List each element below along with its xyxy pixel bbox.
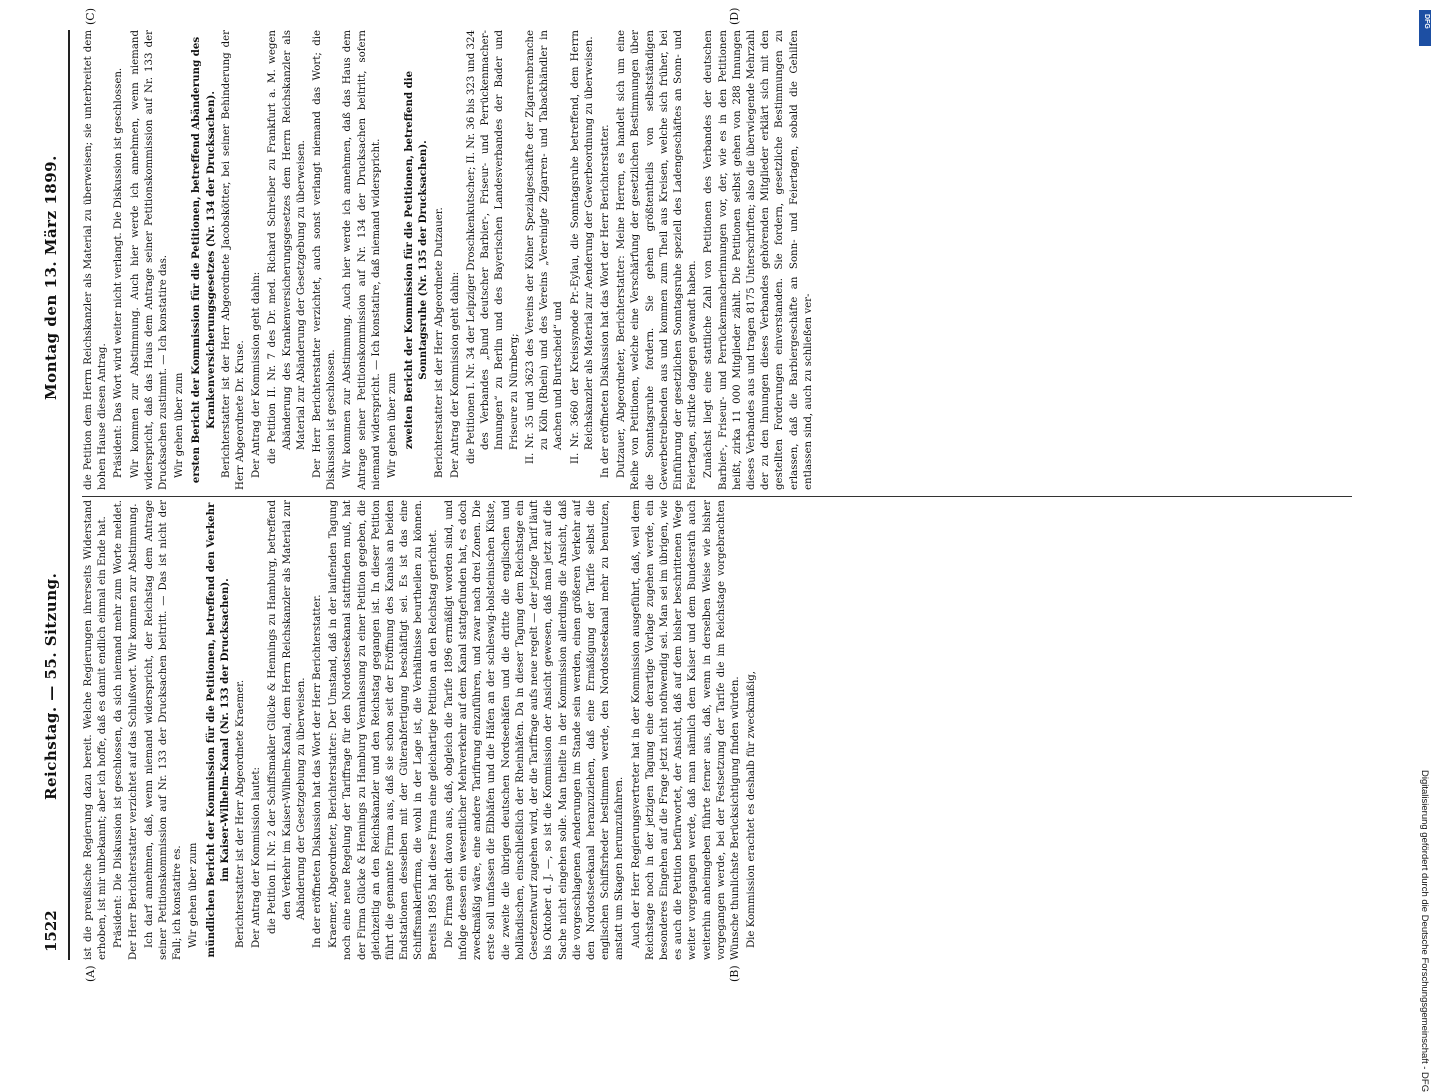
right-column-paragraph: Wir kommen zur Abstimmung. Auch hier werde ich annehmen, wenn niemand widerspricht, daß das Haus dem Antrage seiner Petitionskommission auf Nr. 133 der Drucksachen zustimmt. — Ich konstatire das.	[129, 30, 170, 490]
digitization-note	[1418, 10, 1432, 1092]
right-column-paragraph: Der Antrag der Kommission geht dahin:	[449, 271, 461, 478]
margin-marker-d: (D)	[728, 7, 741, 25]
margin-marker-c: (C)	[84, 8, 97, 25]
left-column-paragraph: Kraemer, Abgeordneter, Berichterstatter: Der Umstand, daß in der laufenden Tagung noch eine neue Regelung der Tariffrage für den Nordostseekanal stattfinden muß, hat der Firma Glücke & Hennings zu Hamburg Veranlassung zu einer Petition gegeben, die gleichzeitig an den Reichskanzler und den Reichstag gegangen ist. In dieser Petition führt die genannte Firma aus, daß sie schon seit der Eröffnung des Kanals an beiden Endstationen desselben mit der Güterabfertigung beschäftigt sei. Es ist das eine Schiffsmaklerfirma, die wohl in der Lage ist, die Verhältnisse beurtheilen zu können. Bereits 1895 hat diese Firma eine gleichartige Petition an den Reichstag gerichtet.	[328, 500, 439, 960]
right-column-paragraph: Berichterstatter ist der Herr Abgeordnete Dutzauer.	[433, 207, 445, 478]
digitization-note-text: Digitalisierung gefördert durch die Deutsche Forschungsgemeinschaft - DFG	[1419, 770, 1430, 1092]
left-column-paragraph: In der eröffneten Diskussion hat das Wort der Herr Berichterstatter.	[312, 594, 324, 948]
left-column-paragraph: Wir gehen über zum	[188, 842, 200, 948]
left-column	[82, 500, 1352, 960]
right-column	[82, 30, 1352, 490]
right-column-paragraph: II. Nr. 35 und 3623 des Vereins der Kölner Spezialgeschäfte der Zigarrenbranche zu Köln (Rhein) und des Vereins „Vereinigte Zigarren- und Tabackhändler in Aachen und Burtscheid“ und	[524, 30, 565, 464]
left-column-paragraph: Präsident: Die Diskussion ist geschlossen, da sich niemand mehr zum Worte meldet. Der Herr Berichterstatter verzichtet auf das Schlußwort. Wir kommen zur Abstimmung.	[113, 500, 139, 960]
right-column-paragraph: die Petition II. Nr. 7 des Dr. med. Richard Schreiber zu Frankfurt a. M. wegen Abänderung des Krankenversicherungsgesetzes dem Herrn Reichskanzler als Material zur Abänderung der Gesetzgebung zu überweisen.	[267, 30, 307, 464]
left-column-paragraph: die Petition II. Nr. 2 der Schiffsmakler Glücke & Hennings zu Hamburg, betreffend den Verkehr im Kaiser-Wilhelm-Kanal, dem Herrn Reichskanzler als Material zur Abänderung der Gesetzgebung zu überweisen.	[267, 500, 307, 934]
right-column-paragraph: die Petitionen I. Nr. 34 der Leipziger Droschkenkutscher; II. Nr. 36 bis 323 und 324 des Verbandes „Bund deutscher Barbier-, Friseur- und Perrückenmacher-Innungen“ zu Berlin und des Bayerischen Landesverbandes der Bader und Friseure zu Nürnberg;	[466, 30, 520, 464]
left-column-paragraph: Die Firma geht davon aus, daß, obgleich die Tarife 1896 ermäßigt worden sind, und infolge dessen ein wesentlicher Mehrverkehr auf dem Kanal stattgefunden hat, es doch zweckmäßig wäre, eine andere Tarifirung einzuführen, und zwar nach drei Zonen. Die erste soll umfassen die Elbhäfen und die Häfen an der schleswig-holsteinischen Küste, die zweite die übrigen deutschen Nordseehäfen und die dritte die englischen und holländischen, einschließlich der Rheinhäfen. Da in dieser Tagung dem Reichstage ein Gesetzentwurf zugehen wird, der die Tariffrage aufs neue regelt — der jetzige Tarif läuft bis Oktober d. J. —, so ist die Kommission der Ansicht gewesen, daß man jetzt auf die Sache nicht eingehen solle. Man theilte in der Kommission allerdings die Ansicht, daß die vorgeschlagenen Aenderungen im Stande sein werden, einen größeren Verkehr auf den Nordostseekanal heranzuziehen, daß eine Ermäßigung der Tarife selbst die englischen Schiffsrheder bestimmen werde, den Nordostseekanal mehr zu benutzen, anstatt um Skagen herumzufahren.	[443, 500, 626, 960]
page-number: 1522	[42, 910, 60, 952]
right-column-paragraph: Wir gehen über zum	[387, 372, 399, 478]
left-column-paragraph: Auch der Herr Regierungsvertreter hat in der Kommission ausgeführt, daß, weil dem Reichstage noch in der jetzigen Tagung eine derartige Vorlage zugehen werde, ein besonderes Eingehen auf die Frage jetzt nicht nothwendig sei. Man sei im übrigen, wie es auch die Petition befürwortet, der Ansicht, daß auf dem bisher beschrittenen Wege weiter vorgegangen werde, daß man nämlich dem Kaiser und dem Bundesrath auch weiterhin anheimgeben führte ferner aus, daß, wenn in derselben Weise wie bisher vorgegangen werde, bei der Festsetzung der Tarife die im Reichstage vorgebrachten Wünsche thunlichste Berücksichtigung finden würden.	[630, 500, 741, 960]
header-date: Montag den 13. März 1899.	[42, 155, 60, 400]
right-column-paragraph: Der Antrag der Kommission geht dahin:	[251, 271, 263, 478]
right-column-paragraph: zweiten Bericht der Kommission für die Petitionen, betreffend die Sonntagsruhe (Nr. 135 der Drucksachen).	[403, 70, 430, 450]
column-divider	[82, 496, 1352, 497]
left-column-paragraph: ist die preußische Regierung dazu bereit. Welche Regierungen ihrerseits Widerstand erhoben, ist mir unbekannt; aber ich hoffe, daß es damit endlich einmal ein Ende hat.	[83, 500, 109, 960]
right-column-paragraph: die Petition dem Herrn Reichskanzler als Material zu überweisen; sie unterbreitet dem hohen Hause diesen Antrag.	[83, 30, 109, 490]
dfg-logo: DFG	[1419, 10, 1431, 46]
right-column-paragraph: II. Nr. 3660 der Kreissynode Pr.-Eylau, die Sonntagsruhe betreffend, dem Herrn Reichskanzler als Material zur Aenderung der Gewerbeordnung zu überweisen.	[569, 30, 595, 464]
left-column-paragraph: Die Kommission erachtet es deshalb für zweckmäßig,	[746, 670, 758, 948]
right-column-paragraph: ersten Bericht der Kommission für die Petitionen, betreffend Abänderung des Krankenversicherungsgesetzes (Nr. 134 der Drucksachen).	[190, 36, 217, 484]
margin-marker-a: (A)	[84, 965, 97, 982]
right-column-paragraph: Der Herr Berichterstatter verzichtet, auch sonst verlangt niemand das Wort; die Diskussion ist geschlossen.	[312, 30, 338, 490]
left-column-paragraph: Der Antrag der Kommission lautet:	[251, 767, 263, 948]
header-session-title: Reichstag. — 55. Sitzung.	[42, 572, 60, 800]
right-column-paragraph: Berichterstatter ist der Herr Abgeordnete Jacobskötter, bei seiner Behinderung der Herr Abgeordnete Dr. Kruse.	[220, 30, 247, 490]
margin-marker-b: (B)	[728, 965, 741, 982]
right-column-paragraph: Wir gehen über zum	[174, 372, 186, 478]
left-column-paragraph: Ich darf annehmen, daß, wenn niemand widerspricht, der Reichstag dem Antrage seiner Petitionskommission auf Nr. 133 der Drucksachen beitritt. — Das ist nicht der Fall; ich konstatire es.	[143, 500, 184, 960]
right-column-paragraph: Präsident: Das Wort wird weiter nicht verlangt. Die Diskussion ist geschlossen.	[113, 67, 125, 478]
right-column-paragraph: In der eröffneten Diskussion hat das Wort der Herr Berichterstatter.	[599, 124, 611, 478]
right-column-paragraph: Wir kommen zur Abstimmung. Auch hier werde ich annehmen, daß das Haus dem Antrage seiner Petitionskommission auf Nr. 134 der Drucksachen beitritt, sofern niemand widerspricht. — Ich konstatire, daß niemand widerspricht.	[342, 30, 382, 490]
right-column-paragraph: Zunächst liegt eine stattliche Zahl von Petitionen des Verbandes der deutschen Barbier-, Friseur- und Perrückenmacherinnungen vor, der, wie es in den Petitionen heißt, zirka 11 000 Mitglieder zählt. Die Petitionen selbst gehen von 288 Innungen dieses Verbandes aus und tragen 8175 Unterschriften; also die überwiegende Mehrzahl der zu den Innungen dieses Verbandes gehörenden Mitglieder erklärt sich mit den gestellten Forderungen einverstanden. Sie fordern, gesetzliche Bestimmungen zu erlassen, daß die Barbiergeschäfte an Sonn- und Feiertagen, sobald die Gehilfen entlassen sind, auch zu schließen ver-	[703, 30, 814, 490]
left-column-paragraph: Berichterstatter ist der Herr Abgeordnete Kraemer.	[235, 679, 247, 948]
header-rule	[68, 30, 70, 960]
right-column-paragraph: Dutzauer, Abgeordneter, Berichterstatter: Meine Herren, es handelt sich um eine Reihe von Petitionen, welche eine Verschärfung der gesetzlichen Bestimmungen über die Sonntagsruhe fordern. Sie gehen größtentheils von selbstständigen Gewerbetreibenden aus und kommen zum Theil aus Kreisen, welche sich früher, bei Einführung der gesetzlichen Sonntagsruhe speziell des Ladengeschäftes an Sonn- und Feiertagen, strikte dagegen gewandt haben.	[616, 30, 699, 490]
left-column-paragraph: mündlichen Bericht der Kommission für die Petitionen, betreffend den Verkehr im Kaiser-Wilhelm-Kanal (Nr. 133 der Drucksachen).	[204, 502, 231, 958]
